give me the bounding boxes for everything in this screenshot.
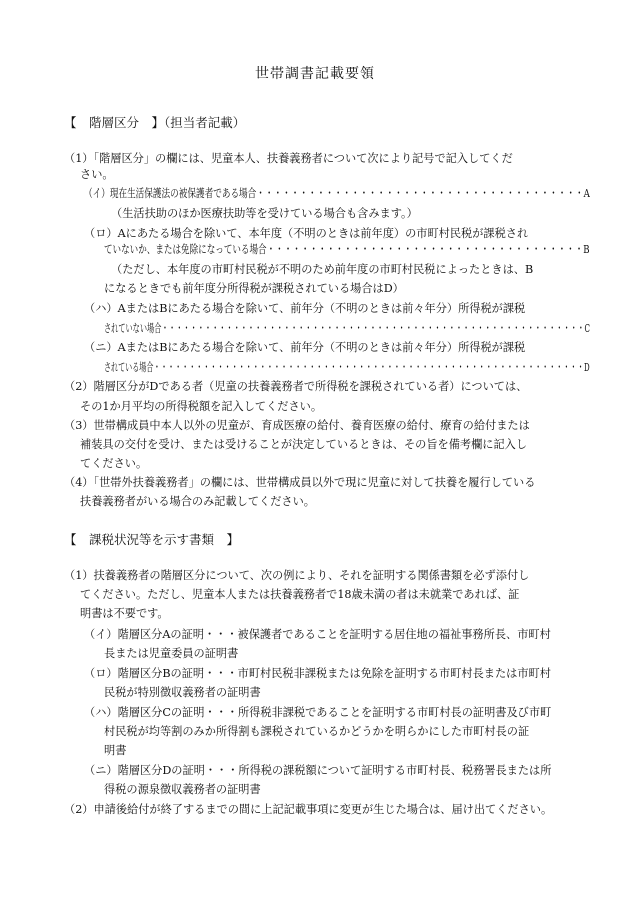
- text-line: （2）階層区分がDである者（児童の扶養義務者で所得税を課税されている者）については、: [64, 380, 528, 393]
- text-line: 長または児童委員の証明書: [104, 647, 239, 660]
- text-line: （ニ）階層区分Dの証明・・・所得税の課税額について証明する市町村長、税務署長または所: [84, 764, 552, 777]
- text-line: （2）申請後給付が終了するまでの間に上記記載事項に変更が生じた場合は、届け出てください。: [64, 803, 553, 816]
- text-line: 明書: [104, 744, 127, 757]
- text-line: （3）世帯構成員中本人以外の児童が、育成医療の給付、養育医療の給付、療育の給付または: [64, 419, 530, 432]
- text-line: その1か月平均の所得税額を記入してください。: [80, 400, 323, 413]
- text-line: （ロ）Aにあたる場合を除いて、本年度（不明のときは前年度）の市町村民税が課税され: [84, 227, 529, 240]
- text-line: 村民税が均等割のみか所得割も課税されているかどうかを明らかにした市町村長の証: [104, 725, 530, 738]
- text-line: （ハ）AまたはBにあたる場合を除いて、前年分（不明のときは前々年分）所得税が課税: [84, 302, 526, 315]
- text-line: 得税の源泉徴収義務者の証明書: [104, 783, 261, 796]
- section-heading-tax-documents: 【 課税状況等を示す書類 】: [64, 532, 240, 547]
- text-line: （1）「階層区分」の欄には、児童本人、扶養義務者について次により記号で記入してくだ: [64, 152, 513, 165]
- section-heading-hierarchy: 【 階層区分 】（担当者記載）: [64, 115, 246, 130]
- document-title: 世帯調書記載要領: [255, 66, 375, 82]
- text-line: 民税が特別徴収義務者の証明書: [104, 686, 261, 699]
- text-line: 補装具の交付を受け、または受けることが決定しているときは、その旨を備考欄に記入し: [80, 438, 528, 451]
- text-line: さい。: [80, 168, 114, 181]
- text-line: （ニ）AまたはBにあたる場合を除いて、前年分（不明のときは前々年分）所得税が課税: [84, 341, 526, 354]
- text-line: 扶養義務者がいる場合のみ記載してください。: [80, 495, 315, 508]
- text-line: されていない場合・・・・・・・・・・・・・・・・・・・・・・・・・・・・・・・・・・・・・・・・・・・・・・・・・・・・・・・・・・・C: [104, 322, 590, 335]
- text-line: （生活扶助のほか医療扶助等を受けている場合も含みます。）: [111, 207, 418, 220]
- text-line: ていないか、または免除になっている場合・・・・・・・・・・・・・・・・・・・・・・・・・・・・・・・・・・・・・B: [104, 243, 590, 256]
- text-line: （ロ）階層区分Bの証明・・・市町村民税非課税または免除を証明する市町村長または市町村: [84, 667, 551, 680]
- text-line: されている場合・・・・・・・・・・・・・・・・・・・・・・・・・・・・・・・・・・・・・・・・・・・・・・・・・・・・・・・・・・・・・D: [104, 361, 590, 374]
- text-line: （ただし、本年度の市町村民税が不明のため前年度の市町村民税によったときは、B: [111, 263, 534, 276]
- text-line: （4）「世帯外扶養義務者」の欄には、世帯構成員以外で現に児童に対して扶養を履行している: [64, 476, 536, 489]
- text-line: 明書は不要です。: [80, 607, 169, 620]
- text-line: （ハ）階層区分Cの証明・・・所得税非課税であることを証明する市町村長の証明書及び市町: [84, 706, 552, 719]
- text-line: てください。ただし、児童本人または扶養義務者で18歳未満の者は未就業であれば、証: [80, 588, 520, 601]
- text-line: になるときでも前年度分所得税が課税されている場合はD）: [104, 282, 404, 295]
- text-line: （1）扶養義務者の階層区分について、次の例により、それを証明する関係書類を必ず添付し: [64, 569, 530, 582]
- text-line: （イ）現在生活保護法の被保護者である場合・・・・・・・・・・・・・・・・・・・・・・・・・・・・・・・・・・・・・・A: [84, 187, 590, 200]
- text-line: （イ）階層区分Aの証明・・・被保護者であることを証明する居住地の福祉事務所長、市町村: [84, 628, 551, 641]
- text-line: てください。: [80, 457, 148, 470]
